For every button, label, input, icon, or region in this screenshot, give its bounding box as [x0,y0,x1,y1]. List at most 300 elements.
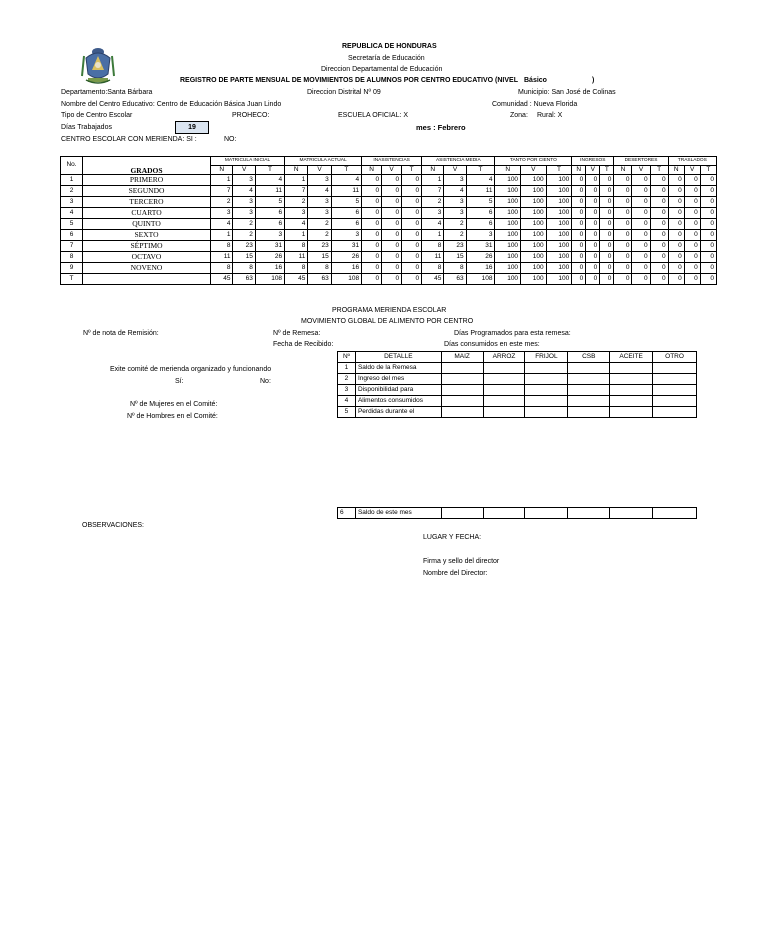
sub-header: V [684,166,700,175]
table-cell: 0 [382,175,402,186]
table-cell: 5 [255,197,284,208]
sub-header: T [700,166,716,175]
table-cell: 3 [233,175,255,186]
row-number: 7 [61,241,83,252]
table-cell: 0 [600,208,614,219]
table-cell: 0 [402,263,422,274]
table-cell: 0 [586,208,600,219]
table-cell: 3 [422,208,444,219]
table-cell: 0 [600,274,614,285]
food-cell [525,363,568,374]
table-cell: 0 [632,175,650,186]
table-cell: 0 [668,219,684,230]
table-cell: 0 [586,197,600,208]
table-cell: 8 [233,263,255,274]
food-cell [653,407,697,418]
row-number: 2 [61,186,83,197]
table-cell: 0 [382,208,402,219]
table-cell: 2 [308,230,331,241]
table-cell: 0 [668,208,684,219]
table-cell: 0 [362,175,382,186]
food-header: DETALLE [355,352,441,363]
table-cell: 0 [614,263,632,274]
sub-header: V [308,166,331,175]
grade-name: SÉPTIMO [83,241,211,252]
table-cell: 0 [632,219,650,230]
table-cell: 108 [466,274,495,285]
table-cell: 0 [586,186,600,197]
sub-header: N [572,166,586,175]
table-cell: 0 [700,274,716,285]
table-cell: 8 [211,241,233,252]
sub-header: V [586,166,600,175]
table-cell: 0 [668,274,684,285]
comite-no-label: No: [260,378,271,385]
table-cell: 100 [546,186,572,197]
table-cell: 0 [650,241,668,252]
table-cell: 0 [586,175,600,186]
table-cell: 100 [495,230,521,241]
table-cell: 0 [572,230,586,241]
nombre-director-label: Nombre del Director: [423,570,488,577]
table-cell: 4 [255,175,284,186]
row-number: 5 [61,219,83,230]
table-cell: 0 [614,219,632,230]
table-cell: 0 [614,230,632,241]
food-cell [441,363,483,374]
table-row [61,274,717,285]
table-cell: 16 [466,263,495,274]
table-cell: 0 [632,208,650,219]
table-cell: 0 [650,230,668,241]
food-cell [610,396,653,407]
food-cell [483,407,525,418]
table-cell: 0 [600,263,614,274]
table-cell: 0 [362,274,382,285]
table-cell: 4 [285,219,308,230]
food-row-detalle: Alimentos consumidos [355,396,441,407]
table-cell: 11 [211,252,233,263]
table-cell: 0 [684,186,700,197]
table-cell: 45 [422,274,444,285]
table-cell: 0 [362,263,382,274]
table-cell: 4 [211,219,233,230]
table-cell: 1 [285,230,308,241]
table-cell: 5 [331,197,361,208]
table-cell: 100 [495,186,521,197]
table-cell: 0 [632,186,650,197]
table-cell: 8 [285,241,308,252]
table-cell: 0 [572,175,586,186]
table-cell: 100 [521,263,547,274]
food-cell [653,363,697,374]
table-cell: 100 [546,208,572,219]
food-row [338,363,697,374]
table-cell: 11 [331,186,361,197]
table-cell: 0 [632,252,650,263]
table-cell: 8 [211,263,233,274]
food-cell [441,374,483,385]
table-cell: 0 [684,230,700,241]
table-cell: 0 [668,197,684,208]
table-cell: 0 [700,175,716,186]
food-header: FRIJOL [525,352,568,363]
lugar-fecha-label: LUGAR Y FECHA: [423,534,482,541]
table-cell: 100 [495,274,521,285]
table-cell: 3 [444,208,466,219]
saldo-num: 6 [338,508,356,519]
table-row [61,219,717,230]
grade-name: SEGUNDO [83,186,211,197]
centro-name-label: Nombre del Centro Educativo: Centro de Educación Básica Juan Lindo [61,101,282,108]
table-cell: 3 [466,230,495,241]
table-cell: 0 [600,241,614,252]
food-cell [653,374,697,385]
sub-header: T [650,166,668,175]
table-cell: 11 [285,252,308,263]
table-cell: 0 [700,263,716,274]
food-row-number: 3 [338,385,356,396]
table-cell: 0 [402,241,422,252]
group-header: MATRICULA ACTUAL [285,157,362,166]
table-cell: 0 [402,197,422,208]
table-cell: 0 [614,197,632,208]
table-cell: 3 [233,197,255,208]
table-cell: 0 [382,197,402,208]
comunidad-label: Comunidad : Nueva Florida [492,101,578,108]
table-cell: 0 [600,197,614,208]
table-cell: 0 [586,252,600,263]
row-number: 6 [61,230,83,241]
programa-title: PROGRAMA MERIENDA ESCOLAR [332,307,447,314]
table-row [61,263,717,274]
saldo-cell [568,508,610,519]
group-header: INASISTENCIAS [362,157,422,166]
food-cell [525,374,568,385]
row-number: 3 [61,197,83,208]
table-cell: 0 [382,219,402,230]
mujeres-label: Nº de Mujeres en el Comité: [130,401,218,408]
group-header: DESERTORES [614,157,668,166]
table-cell: 3 [255,230,284,241]
table-cell: 0 [668,263,684,274]
table-cell: 0 [362,241,382,252]
table-cell: 0 [650,274,668,285]
group-header: ASISTENCIA MEDIA [422,157,495,166]
alimentos-table [337,351,697,418]
table-cell: 0 [684,252,700,263]
table-cell: 0 [650,219,668,230]
food-cell [441,385,483,396]
food-header: OTRO [653,352,697,363]
table-cell: 1 [211,175,233,186]
food-row-number: 1 [338,363,356,374]
merienda-si-label: CENTRO ESCOLAR CON MERIENDA: SI : [61,136,197,143]
table-cell: 0 [382,252,402,263]
table-cell: 0 [572,186,586,197]
table-row [61,241,717,252]
table-cell: 26 [466,252,495,263]
saldo-detalle: Saldo de este mes [355,508,441,519]
dias-programados-label: Días Programados para esta remesa: [454,330,571,337]
table-cell: 0 [362,219,382,230]
table-cell: 0 [668,175,684,186]
republic-title: REPUBLICA DE HONDURAS [342,43,437,50]
table-cell: 8 [285,263,308,274]
table-cell: 3 [444,175,466,186]
table-cell: 0 [402,186,422,197]
table-cell: 6 [331,219,361,230]
table-cell: 100 [521,219,547,230]
food-cell [610,374,653,385]
food-cell [568,363,610,374]
food-cell [568,385,610,396]
table-cell: 0 [572,274,586,285]
table-cell: 0 [382,241,402,252]
sub-header: N [285,166,308,175]
table-cell: 0 [572,219,586,230]
table-cell: 3 [308,175,331,186]
group-header: TANTO POR CIENTO [495,157,572,166]
table-cell: 0 [402,252,422,263]
table-cell: 3 [285,208,308,219]
comite-label: Exite comité de merienda organizado y funcionando [110,366,272,373]
table-cell: 0 [700,186,716,197]
table-cell: 3 [331,230,361,241]
table-cell: 11 [255,186,284,197]
table-cell: 0 [684,241,700,252]
table-cell: 100 [495,241,521,252]
table-cell: 45 [285,274,308,285]
dias-consumidos-label: Días consumidos en este mes: [444,341,540,348]
dias-trabajados-label: Días Trabajados [61,124,112,131]
table-cell: 8 [422,241,444,252]
food-cell [653,396,697,407]
table-cell: 7 [422,186,444,197]
table-cell: 0 [700,252,716,263]
table-cell: 100 [546,241,572,252]
table-cell: 100 [546,274,572,285]
table-cell: 100 [546,263,572,274]
table-cell: 6 [466,219,495,230]
sub-header: N [495,166,521,175]
row-number: 1 [61,175,83,186]
sub-header: T [402,166,422,175]
table-cell: 108 [255,274,284,285]
table-cell: 3 [211,208,233,219]
table-cell: 0 [586,274,600,285]
table-cell: 100 [546,230,572,241]
saldo-row [338,508,697,519]
food-cell [441,396,483,407]
saldo-cell [610,508,653,519]
grade-name: QUINTO [83,219,211,230]
group-header: INGRESOS [572,157,614,166]
table-cell: 2 [308,219,331,230]
table-cell: 0 [650,208,668,219]
table-row [61,186,717,197]
table-cell: 0 [382,186,402,197]
table-cell: 2 [211,197,233,208]
grade-name: TERCERO [83,197,211,208]
secretaria-title: Secretaría de Educación [348,55,425,62]
table-cell: 0 [586,219,600,230]
table-cell: 100 [495,263,521,274]
proheco-label: PROHECO: [232,112,270,119]
table-cell: 5 [466,197,495,208]
sub-header: T [600,166,614,175]
table-cell: 0 [614,274,632,285]
food-cell [610,385,653,396]
table-cell: 23 [233,241,255,252]
table-cell: 100 [495,252,521,263]
table-cell: 31 [255,241,284,252]
direccion-title: Direccion Departamental de Educación [321,66,443,73]
saldo-cell [653,508,697,519]
table-cell: 8 [422,263,444,274]
food-cell [525,385,568,396]
table-cell: 3 [233,208,255,219]
food-row [338,396,697,407]
table-cell: 0 [402,274,422,285]
table-cell: 0 [632,197,650,208]
food-cell [568,396,610,407]
table-cell: 2 [285,197,308,208]
table-cell: 2 [422,197,444,208]
table-cell: 8 [308,263,331,274]
table-cell: 0 [700,230,716,241]
food-cell [568,407,610,418]
table-cell: 23 [308,241,331,252]
table-cell: 4 [422,219,444,230]
food-cell [441,407,483,418]
table-cell: 2 [233,219,255,230]
table-cell: 0 [572,208,586,219]
table-cell: 0 [362,252,382,263]
table-cell: 0 [586,241,600,252]
sub-header: N [614,166,632,175]
sub-header: V [632,166,650,175]
food-row-number: 4 [338,396,356,407]
movimientos-table [60,156,717,285]
sub-header: T [331,166,361,175]
hombres-label: Nº de Hombres en el Comité: [127,413,218,420]
food-header: ACEITE [610,352,653,363]
table-cell: 0 [614,252,632,263]
table-cell: 0 [614,241,632,252]
table-row [61,175,717,186]
table-cell: 100 [521,197,547,208]
table-cell: 0 [614,186,632,197]
food-row-detalle: Perdidas durante el [355,407,441,418]
remesa-label: Nº de Remesa: [273,330,321,337]
table-cell: 15 [233,252,255,263]
sub-header: T [466,166,495,175]
row-number: 8 [61,252,83,263]
table-cell: 100 [521,186,547,197]
table-cell: 0 [684,197,700,208]
table-cell: 0 [684,219,700,230]
table-cell: 100 [521,175,547,186]
table-cell: 0 [700,208,716,219]
col-header-grados: GRADOS [83,157,211,175]
table-cell: 100 [521,241,547,252]
table-cell: 23 [444,241,466,252]
sub-header: V [233,166,255,175]
food-row-detalle: Ingreso del mes [355,374,441,385]
table-cell: 0 [614,175,632,186]
table-cell: 0 [402,208,422,219]
table-cell: 11 [466,186,495,197]
coat-of-arms-emblem [80,44,116,86]
food-cell [483,396,525,407]
food-row-detalle: Disponibilidad para [355,385,441,396]
table-cell: 26 [331,252,361,263]
departamento-label: Departamento:Santa Bárbara [61,89,153,96]
table-cell: 0 [572,241,586,252]
table-cell: 0 [402,219,422,230]
table-cell: 0 [382,274,402,285]
sub-header: N [362,166,382,175]
table-cell: 4 [233,186,255,197]
table-cell: 0 [572,197,586,208]
table-cell: 0 [684,208,700,219]
row-number: 4 [61,208,83,219]
table-cell: 1 [422,230,444,241]
sub-header: T [546,166,572,175]
row-number: 9 [61,263,83,274]
table-cell: 0 [362,208,382,219]
table-cell: 16 [255,263,284,274]
table-cell: 2 [444,219,466,230]
table-cell: 0 [572,252,586,263]
comite-si-label: Sí: [175,378,184,385]
table-row [61,252,717,263]
table-row [61,197,717,208]
table-cell: 26 [255,252,284,263]
grade-name: CUARTO [83,208,211,219]
table-cell: 0 [650,252,668,263]
table-cell: 0 [668,241,684,252]
table-row [61,208,717,219]
table-cell: 0 [632,263,650,274]
nivel-value: Básico [524,77,547,84]
table-cell: 0 [632,241,650,252]
table-cell: 63 [308,274,331,285]
firma-label: Firma y sello del director [423,558,500,565]
table-cell: 0 [684,175,700,186]
table-cell: 0 [600,219,614,230]
grade-name: SEXTO [83,230,211,241]
table-cell: 0 [586,263,600,274]
food-cell [610,407,653,418]
table-cell: 6 [466,208,495,219]
table-cell: 0 [362,230,382,241]
mes-label: mes : Febrero [416,123,466,132]
tipo-centro-label: Tipo de Centro Escolar [61,112,133,119]
food-cell [525,396,568,407]
table-cell: 0 [632,230,650,241]
table-cell: 4 [308,186,331,197]
grade-name [83,274,211,285]
food-cell [653,385,697,396]
table-cell: 1 [211,230,233,241]
table-cell: 4 [444,186,466,197]
table-cell: 6 [255,219,284,230]
table-cell: 100 [521,252,547,263]
saldo-table [337,507,697,519]
table-cell: 0 [700,241,716,252]
